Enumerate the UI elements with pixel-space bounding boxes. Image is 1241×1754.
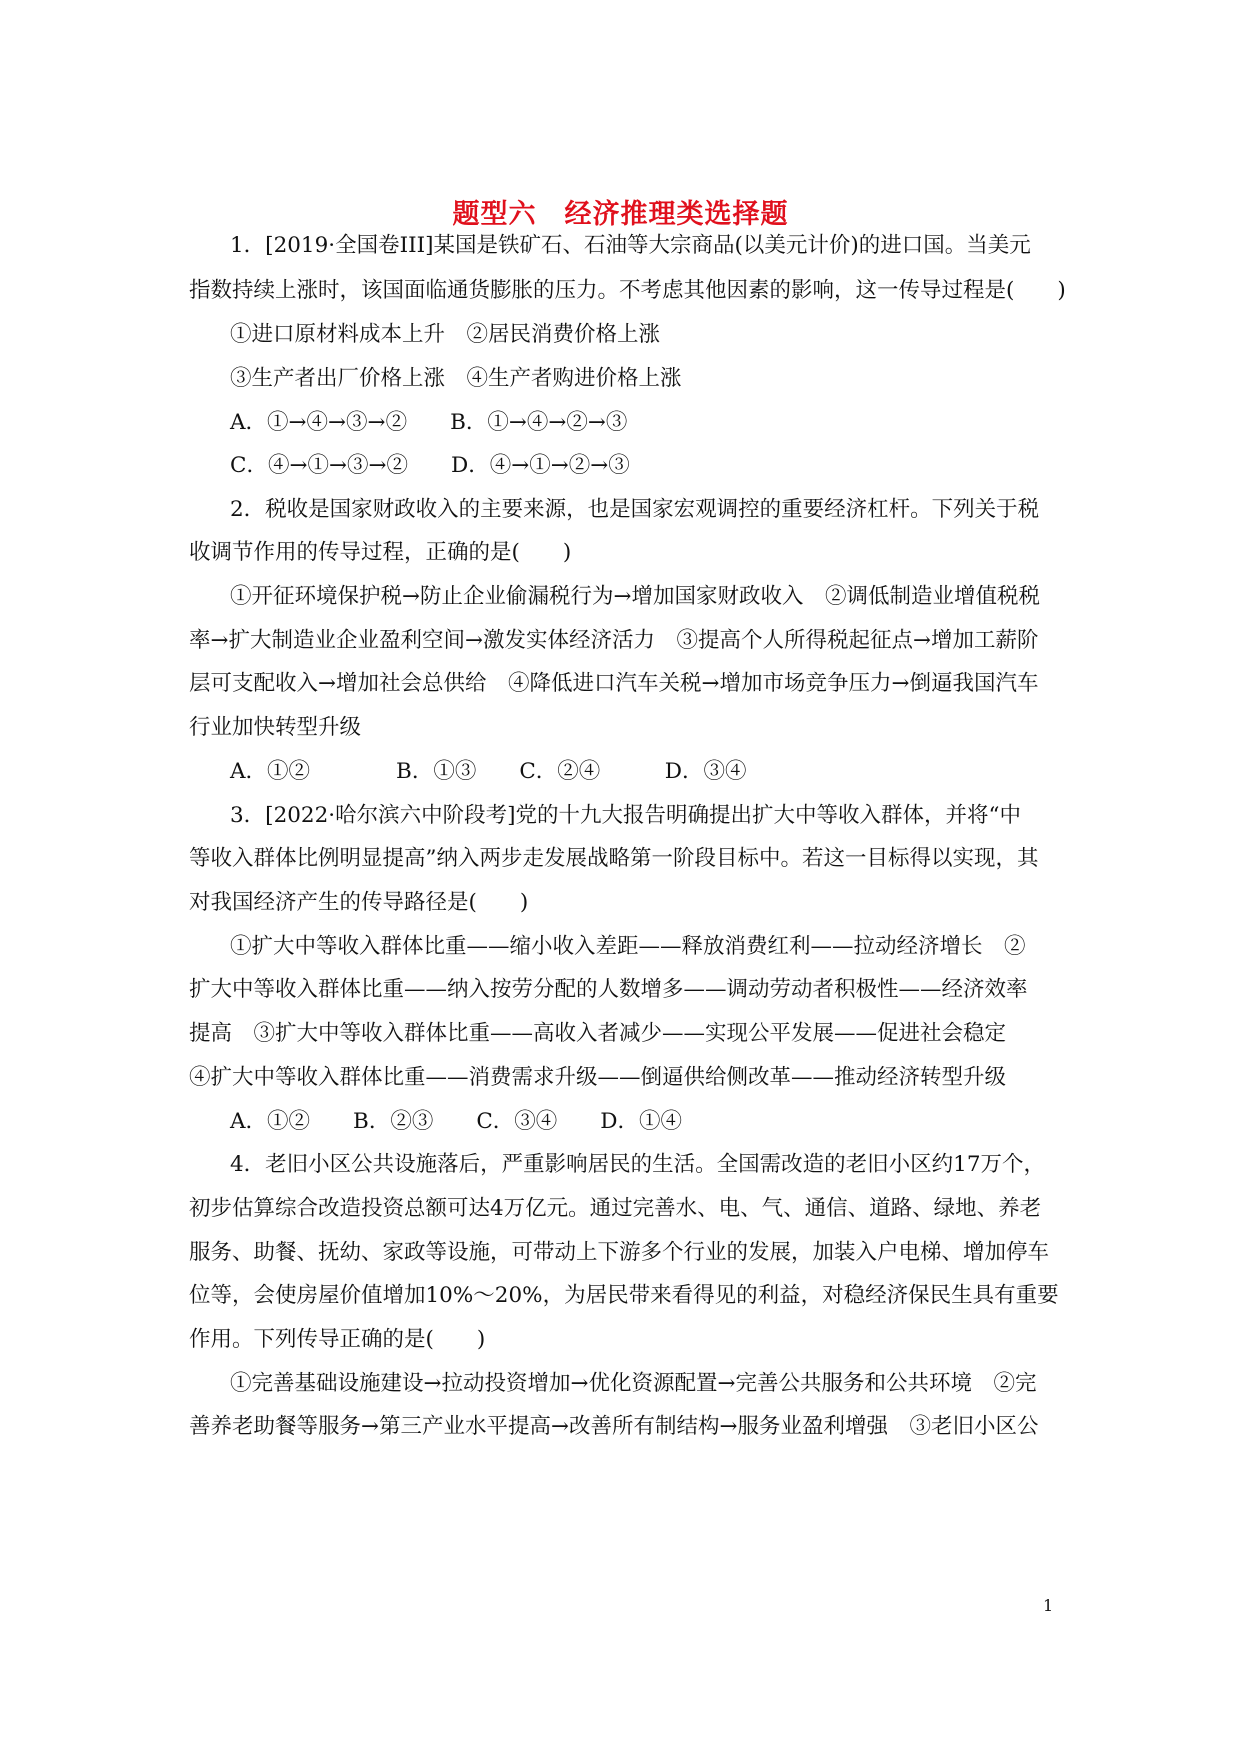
text-line: 初步估算综合改造投资总额可达4万亿元。通过完善水、电、气、通信、道路、绿地、养老 [189,1196,1042,1221]
page-title: 题型六 经济推理类选择题 [452,199,789,230]
text-line: 收调节作用的传导过程，正确的是( ) [189,540,572,565]
text-line: 3．[2022·哈尔滨六中阶段考]党的十九大报告明确提出扩大中等收入群体，并将“中 [230,803,1021,828]
text-line: 扩大中等收入群体比重——纳入按劳分配的人数增多——调动劳动者积极性——经济效率 [189,977,1028,1002]
text-line: 层可支配收入→增加社会总供给 ④降低进口汽车关税→增加市场竞争压力→倒逼我国汽车 [189,671,1039,696]
text-line: 善养老助餐等服务→第三产业水平提高→改善所有制结构→服务业盈利增强 ③老旧小区公 [189,1414,1039,1439]
text-line: ①进口原材料成本上升 ②居民消费价格上涨 [230,322,661,347]
text-line: ③生产者出厂价格上涨 ④生产者购进价格上涨 [230,366,682,391]
text-line: 率→扩大制造业企业盈利空间→激发实体经济活力 ③提高个人所得税起征点→增加工薪阶 [189,628,1039,653]
text-line: 2．税收是国家财政收入的主要来源，也是国家宏观调控的重要经济杠杆。下列关于税 [230,497,1040,522]
text-line: C．④→①→③→② D．④→①→②→③ [230,453,630,478]
text-line: A．①→④→③→② B．①→④→②→③ [230,410,628,435]
text-line: A．①② B．①③ C．②④ D．③④ [230,759,747,784]
text-line: 指数持续上涨时，该国面临通货膨胀的压力。不考虑其他因素的影响，这一传导过程是( ) [189,278,1066,303]
text-line: ①完善基础设施建设→拉动投资增加→优化资源配置→完善公共服务和公共环境 ②完 [230,1371,1037,1396]
text-line: 行业加快转型升级 [189,715,362,740]
text-line: 位等，会使房屋价值增加10%～20%，为居民带来看得见的利益，对稳经济保民生具有重要 [189,1283,1059,1308]
text-line: ④扩大中等收入群体比重——消费需求升级——倒逼供给侧改革——推动经济转型升级 [189,1065,1007,1090]
text-line: 服务、助餐、抚幼、家政等设施，可带动上下游多个行业的发展，加装入户电梯、增加停车 [189,1240,1050,1265]
text-line: A．①② B．②③ C．③④ D．①④ [230,1109,683,1134]
text-line: 作用。下列传导正确的是( ) [189,1327,486,1352]
text-line: 等收入群体比例明显提高”纳入两步走发展战略第一阶段目标中。若这一目标得以实现，其 [189,846,1039,871]
text-line: 提高 ③扩大中等收入群体比重——高收入者减少——实现公平发展——促进社会稳定 [189,1021,1007,1046]
text-line: 4．老旧小区公共设施落后，严重影响居民的生活。全国需改造的老旧小区约17万个， [230,1152,1046,1177]
text-line: ①扩大中等收入群体比重——缩小收入差距——释放消费红利——拉动经济增长 ② [230,934,1026,959]
text-line: 1．[2019·全国卷III]某国是铁矿石、石油等大宗商品(以美元计价)的进口国。当美元 [230,233,1031,258]
text-line: ①开征环境保护税→防止企业偷漏税行为→增加国家财政收入 ②调低制造业增值税税 [230,584,1041,609]
page-number: 1 [1043,1596,1054,1615]
text-line: 对我国经济产生的传导路径是( ) [189,890,529,915]
